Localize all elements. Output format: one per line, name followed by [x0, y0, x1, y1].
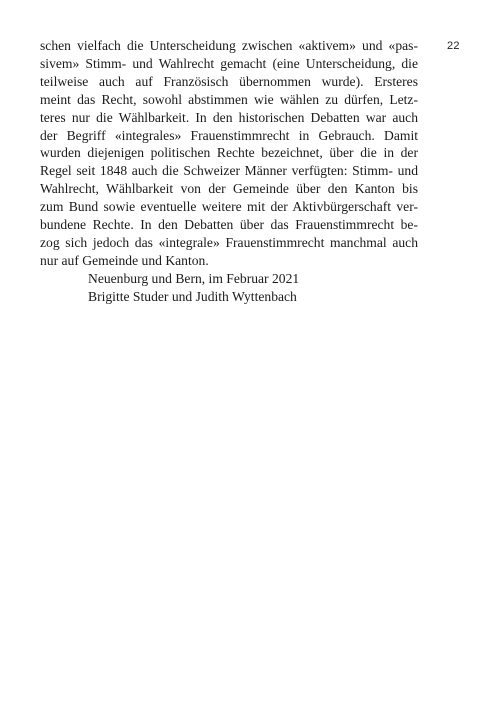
text-line: Regel seit 1848 auch die Schweizer Männer verfügten: Stimm- und	[40, 163, 418, 179]
text-line: zog sich jedoch das «integrale» Frauenstimmrecht manchmal auch	[40, 234, 418, 250]
body-text	[40, 37, 418, 306]
text-line: Wahlrecht, Wählbarkeit von der Gemeinde über den Kanton bis	[40, 181, 418, 197]
page-number: 22	[447, 40, 460, 52]
text-line: bundene Rechte. In den Debatten über das Frauenstimmrecht be-	[40, 217, 418, 233]
text-line: der Begriff «integrales» Frauenstimmrecht in Gebrauch. Damit	[40, 127, 418, 143]
text-line: teres nur die Wählbarkeit. In den historischen Debatten war auch	[40, 109, 418, 125]
place-date: Neuenburg und Bern, im Februar 2021	[88, 270, 300, 286]
text-line: sivem» Stimm- und Wahlrecht gemacht (eine Unterscheidung, die	[40, 55, 418, 71]
text-line: meint das Recht, sowohl abstimmen wie wählen zu dürfen, Letz-	[40, 91, 418, 107]
text-line: schen vielfach die Unterscheidung zwischen «aktivem» und «pas-	[40, 38, 418, 53]
text-line: wurden diejenigen politischen Rechte bezeichnet, über die in der	[40, 145, 418, 161]
text-line: nur auf Gemeinde und Kanton.	[40, 252, 209, 268]
authors: Brigitte Studer und Judith Wyttenbach	[88, 288, 297, 304]
text-line: teilweise auch auf Französisch übernommen wurde). Ersteres	[40, 73, 418, 89]
text-line: zum Bund sowie eventuelle weitere mit der Aktivbürgerschaft ver-	[40, 199, 418, 215]
